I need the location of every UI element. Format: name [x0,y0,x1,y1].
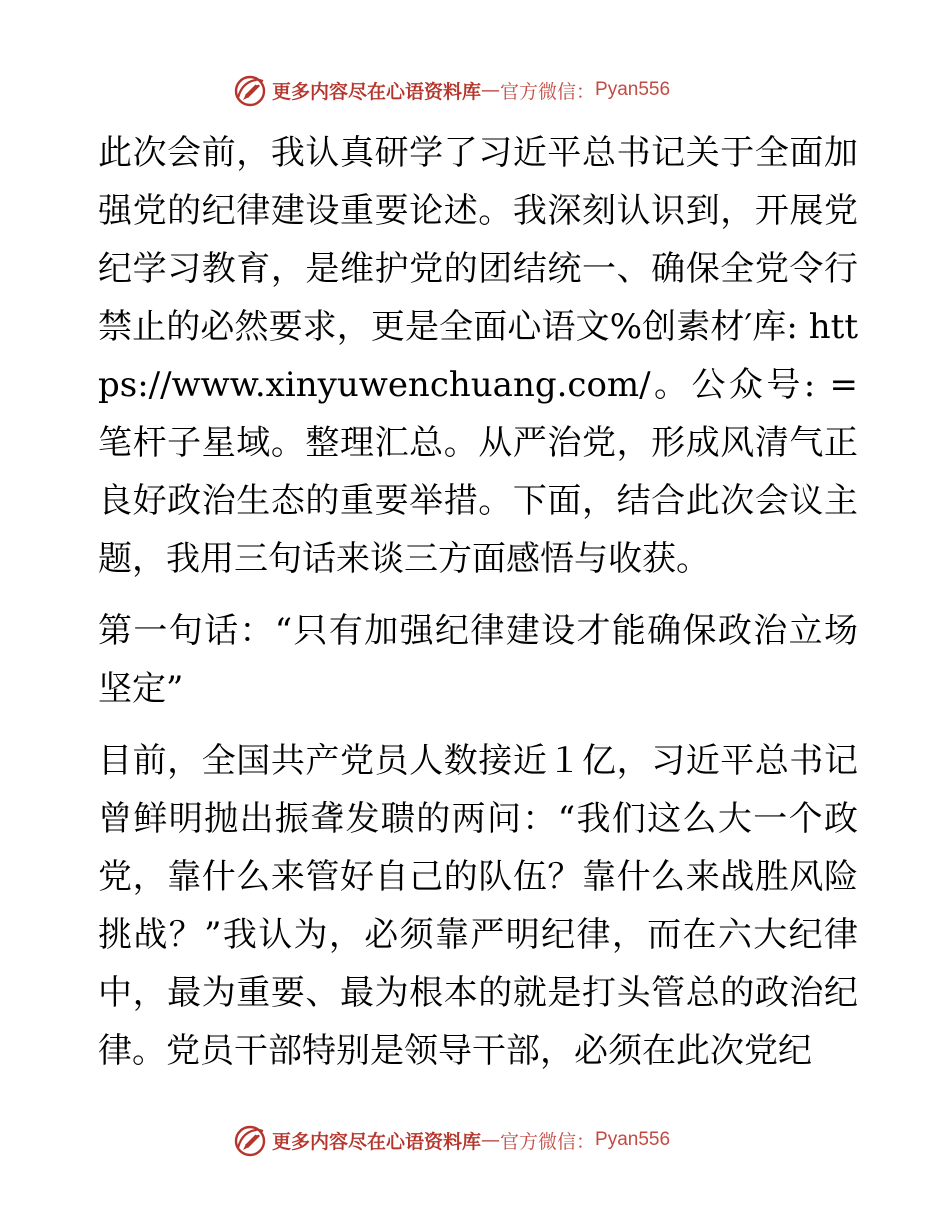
header-brand-text: 更多内容尽在心语资料库 [272,80,482,103]
body-paragraph-heading-1: 第一句话：“只有加强纪律建设才能确保政治立场坚定” [98,611,858,709]
pen-nib-circle-icon [232,1122,268,1158]
header-banner [232,70,752,110]
body-paragraph-point-1: 目前，全国共产党员人数接近１亿，习近平总书记曾鲜明抛出振聋发聩的两问：“我们这么大一个政党，靠什么来管好自己的队伍？靠什么来战胜风险挑战？”我认为，必须靠严明纪律，而在六大纪律中，最为重要、最为根本的就是打头管总的政治纪律。党员干部特别是领导干部，必须在此次党纪 [98,741,858,1071]
footer-wechat-label: 官方微信： [500,1130,596,1153]
footer-dash: — [481,1129,501,1151]
header-wechat-label: 官方微信： [500,80,596,103]
document-body [98,124,858,1080]
body-paragraph-intro: 此次会前，我认真研学了习近平总书记关于全面加强党的纪律建设重要论述。我深刻认识到，开展党纪学习教育，是维护党的团结统一、确保全党令行禁止的必然要求，更是全面心语文%创素材′库: https://www.xinyuwenchuang.com/。公众号: =笔杆子星域。整理汇总。从严治党，形成风清气正良好政治生态的重要举措。下面，结合此次会议主题，我用三句话来谈三方面感悟与收获。 [98,133,858,579]
footer-banner [232,1120,752,1160]
footer-brand-text: 更多内容尽在心语资料库 [272,1130,482,1153]
pen-nib-circle-icon [232,72,268,108]
footer-wechat-id: Pyan556 [595,1129,671,1150]
header-dash: — [481,79,501,101]
header-wechat-id: Pyan556 [595,79,671,100]
